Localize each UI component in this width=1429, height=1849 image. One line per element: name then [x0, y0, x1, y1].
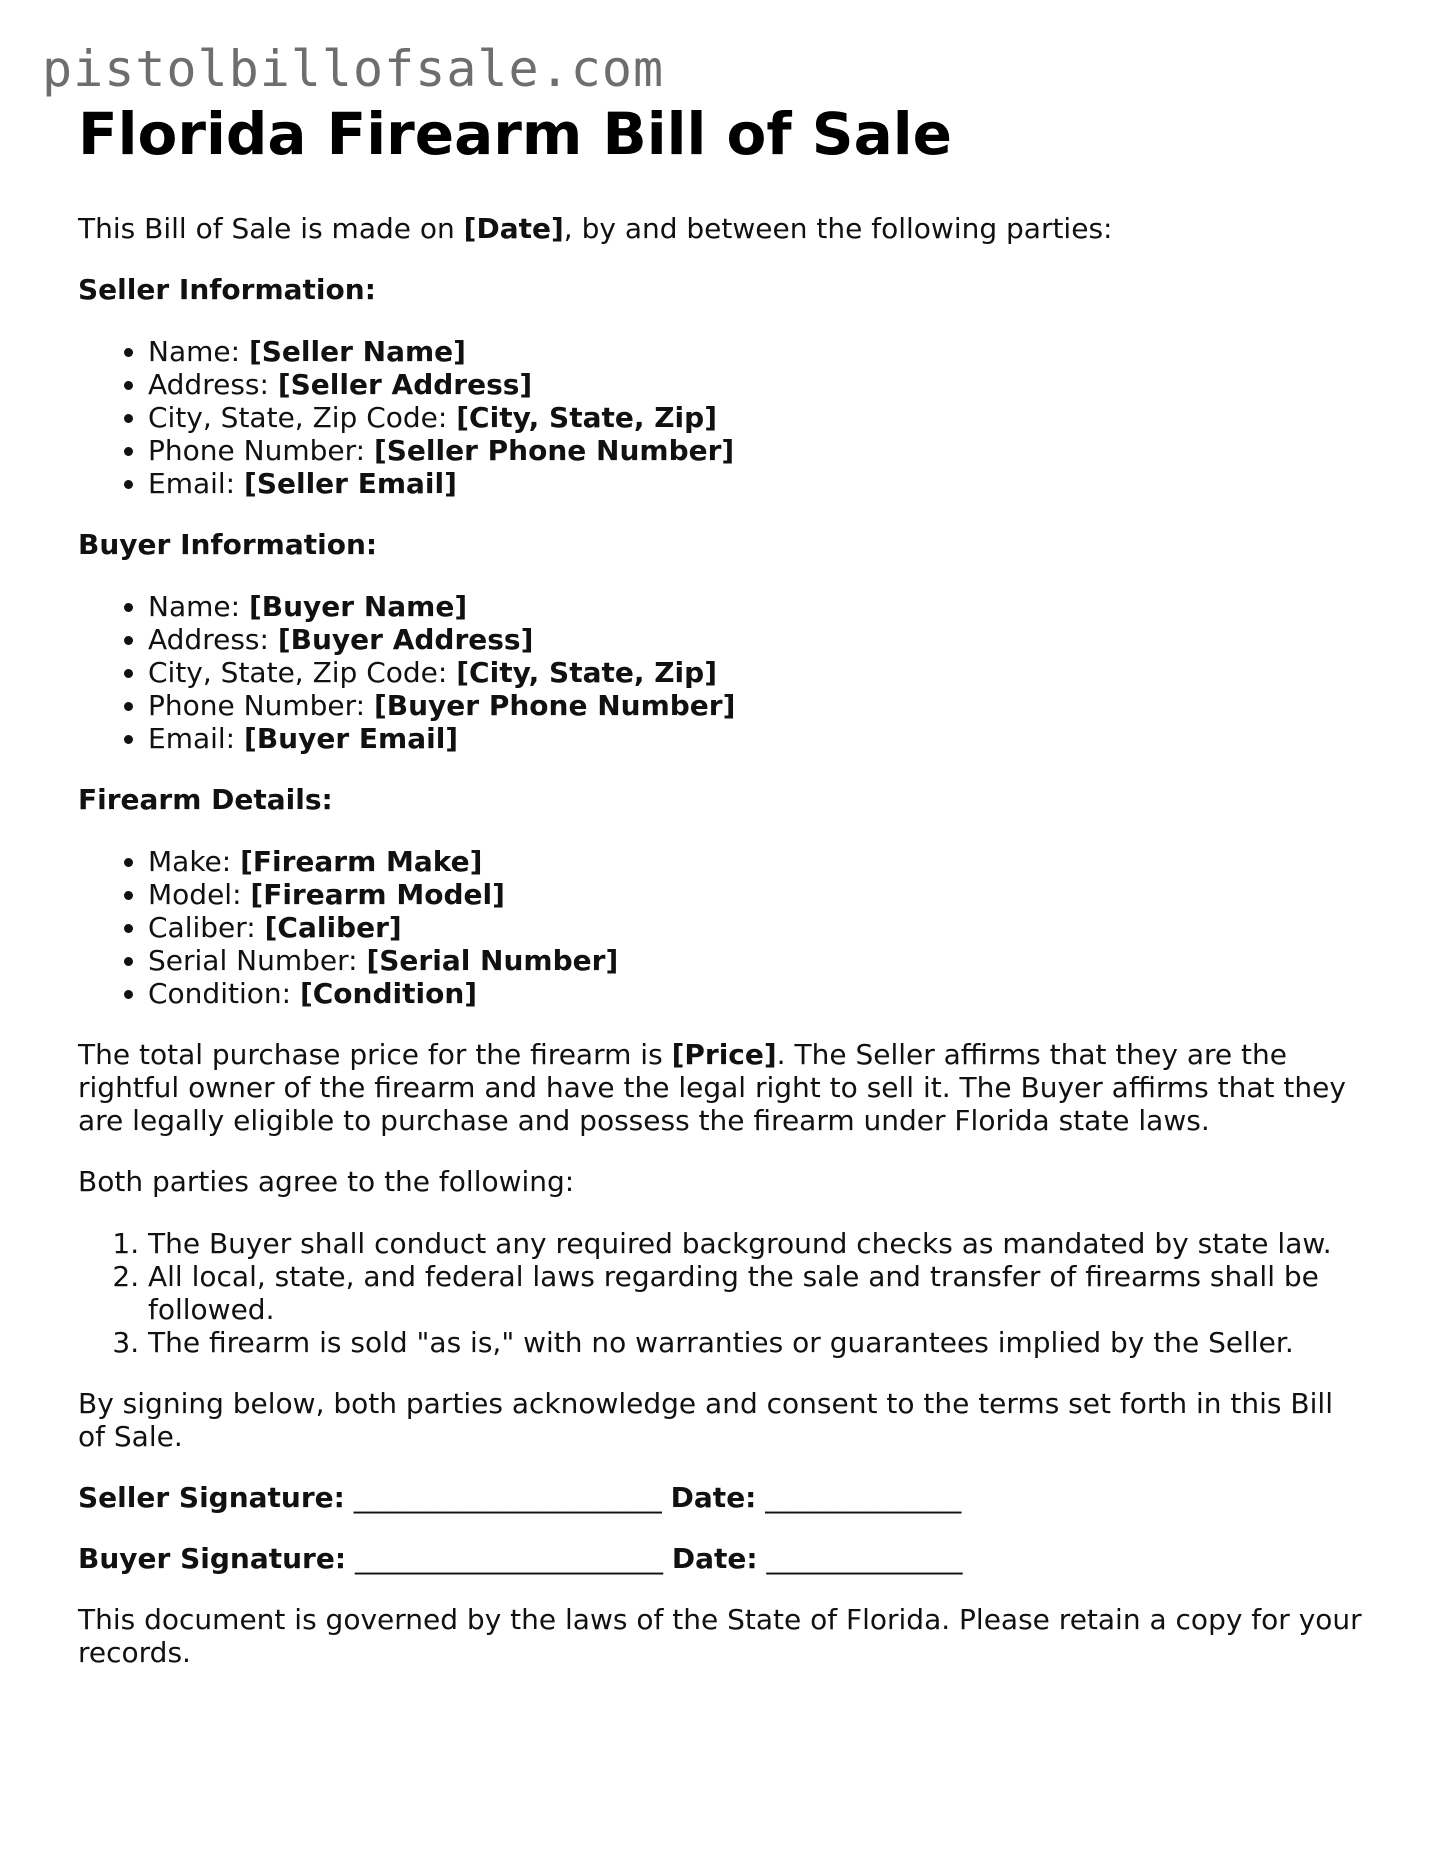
- document-title: Florida Firearm Bill of Sale: [78, 100, 952, 168]
- list-item: [148, 434, 1368, 467]
- field-label: Condition:: [148, 976, 300, 1010]
- field-placeholder: [Seller Email]: [244, 466, 457, 500]
- field-label: Address:: [148, 367, 278, 401]
- list-item: [148, 878, 1368, 911]
- field-placeholder: [Seller Phone Number]: [373, 433, 735, 467]
- field-placeholder: [City, State, Zip]: [456, 400, 717, 434]
- list-item: [148, 590, 1368, 623]
- buyer-heading: Buyer Information:: [78, 527, 378, 561]
- list-item: [148, 977, 1368, 1010]
- field-label: Address:: [148, 622, 278, 656]
- field-placeholder: [Serial Number]: [366, 943, 619, 977]
- field-placeholder: [Buyer Name]: [248, 589, 468, 623]
- agreement-list: [78, 1227, 1368, 1359]
- field-placeholder: [Seller Address]: [277, 367, 533, 401]
- price-text-before: The total purchase price for the firearm is: [78, 1037, 672, 1071]
- list-item: [148, 944, 1368, 977]
- list-item: [148, 623, 1368, 656]
- list-item: [148, 845, 1368, 878]
- seller-date-label: Date:: [670, 1480, 757, 1514]
- field-label: City, State, Zip Code:: [148, 655, 457, 689]
- list-item: [148, 656, 1368, 689]
- seller-signature-line: [78, 1481, 1368, 1514]
- list-item: 1. The Buyer shall conduct any required background checks as mandated by state law.: [148, 1227, 1368, 1260]
- firearm-details-list: [78, 845, 1368, 1010]
- buyer-signature-line: [78, 1542, 1368, 1575]
- field-placeholder: [Buyer Phone Number]: [373, 688, 736, 722]
- site-watermark: pistolbillofsale.com: [42, 40, 665, 98]
- list-item: [148, 368, 1368, 401]
- field-label: Model:: [148, 877, 251, 911]
- field-label: Email:: [148, 466, 245, 500]
- list-item: 2. All local, state, and federal laws regarding the sale and transfer of firearms shall be followed.: [148, 1260, 1368, 1326]
- buyer-signature-label: Buyer Signature:: [78, 1541, 347, 1575]
- field-label: Name:: [148, 589, 249, 623]
- firearm-heading: Firearm Details:: [78, 782, 333, 816]
- document-page: [78, 100, 1368, 1669]
- price-text-after: . The Seller affirms that they are the rightful owner of the firearm and have the legal right to sell it. The Buyer affirms that they are legally eligible to purchase and possess the firearm under Florida state laws.: [78, 1037, 1346, 1137]
- sale-date-placeholder: [Date]: [463, 211, 564, 245]
- seller-date-blank[interactable]: ______________: [765, 1480, 962, 1514]
- field-placeholder: [Caliber]: [264, 910, 402, 944]
- field-label: Email:: [148, 721, 245, 755]
- seller-signature-blank[interactable]: ______________________: [353, 1480, 662, 1514]
- price-paragraph: [78, 1038, 1368, 1137]
- list-item: 3. The firearm is sold "as is," with no warranties or guarantees implied by the Seller.: [148, 1326, 1368, 1359]
- intro-text-after: , by and between the following parties:: [563, 211, 1113, 245]
- seller-info-list: [78, 335, 1368, 500]
- list-item: [148, 722, 1368, 755]
- list-item: [148, 911, 1368, 944]
- field-placeholder: [Buyer Address]: [277, 622, 534, 656]
- list-item: [148, 689, 1368, 722]
- list-item: [148, 335, 1368, 368]
- field-label: Name:: [148, 334, 249, 368]
- field-label: City, State, Zip Code:: [148, 400, 457, 434]
- field-label: Phone Number:: [148, 688, 374, 722]
- field-placeholder: [City, State, Zip]: [456, 655, 717, 689]
- field-placeholder: [Condition]: [299, 976, 478, 1010]
- field-placeholder: [Seller Name]: [248, 334, 466, 368]
- seller-heading: Seller Information:: [78, 272, 376, 306]
- list-item: [148, 467, 1368, 500]
- buyer-info-list: [78, 590, 1368, 755]
- agreement-intro: Both parties agree to the following:: [78, 1164, 575, 1198]
- intro-paragraph: [78, 212, 1368, 245]
- field-label: Caliber:: [148, 910, 265, 944]
- footer-paragraph: This document is governed by the laws of the State of Florida. Please retain a copy for your records.: [78, 1602, 1362, 1669]
- field-label: Serial Number:: [148, 943, 367, 977]
- field-placeholder: [Buyer Email]: [244, 721, 459, 755]
- consent-paragraph: By signing below, both parties acknowledge and consent to the terms set forth in this Bill of Sale.: [78, 1386, 1333, 1453]
- buyer-date-blank[interactable]: ______________: [766, 1541, 963, 1575]
- field-placeholder: [Firearm Model]: [250, 877, 505, 911]
- list-item: [148, 401, 1368, 434]
- field-label: Make:: [148, 844, 241, 878]
- field-label: Phone Number:: [148, 433, 374, 467]
- buyer-signature-blank[interactable]: ______________________: [354, 1541, 663, 1575]
- price-placeholder: [Price]: [671, 1037, 777, 1071]
- intro-text-before: This Bill of Sale is made on: [78, 211, 464, 245]
- field-placeholder: [Firearm Make]: [240, 844, 483, 878]
- buyer-date-label: Date:: [671, 1541, 758, 1575]
- seller-signature-label: Seller Signature:: [78, 1480, 345, 1514]
